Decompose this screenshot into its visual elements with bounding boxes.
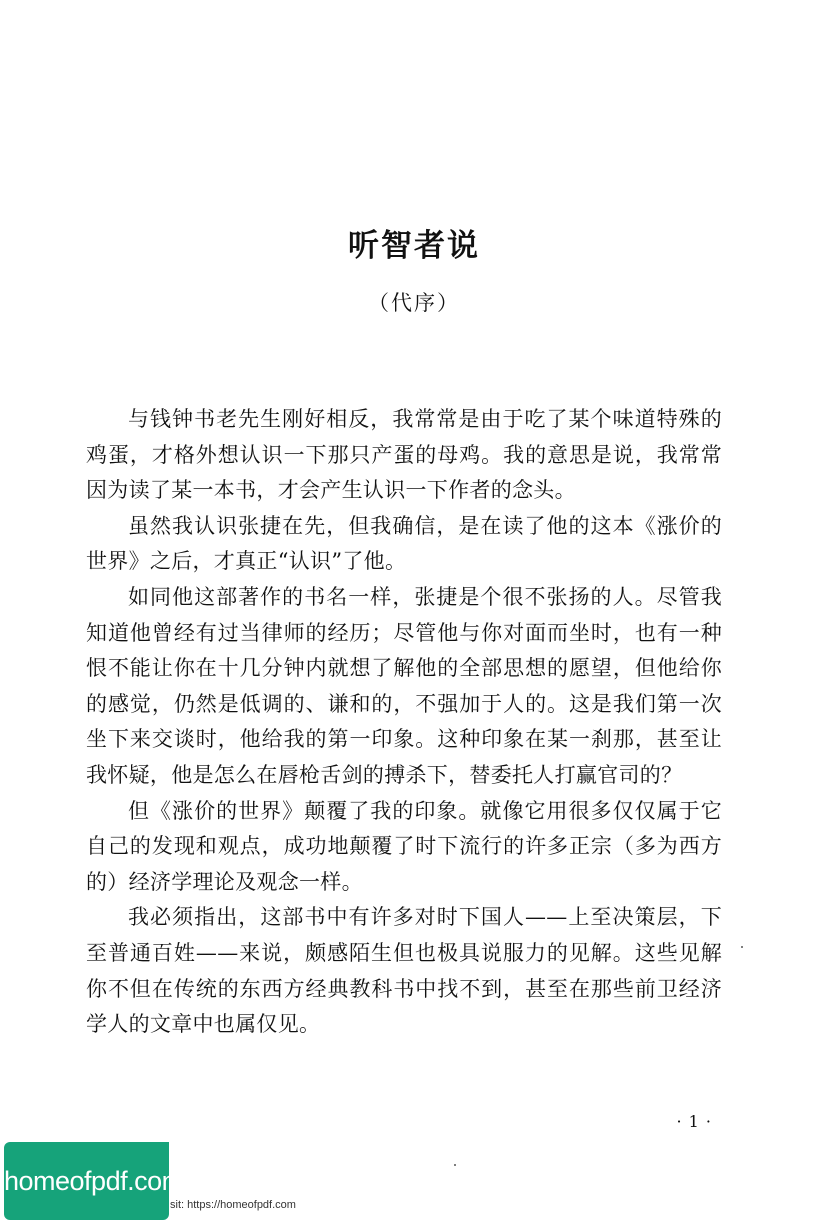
- page-title: 听智者说: [348, 228, 480, 264]
- scan-speck: [741, 946, 743, 948]
- paragraph-4: 但《涨价的世界》颠覆了我的印象。就像它用很多仅仅属于它自己的发现和观点，成功地颠覆了时下流行的许多正宗（多为西方的）经济学理论及观念一样。: [86, 798, 722, 894]
- watermark-logo[interactable]: homeofpdf.com: [4, 1142, 169, 1220]
- paragraph-1: 与钱钟书老先生刚好相反，我常常是由于吃了某个味道特殊的鸡蛋，才格外想认识一下那只产蛋的母鸡。我的意思是说，我常常因为读了某一本书，才会产生认识一下作者的念头。: [86, 407, 722, 503]
- watermark-visit-link[interactable]: sit: https://homeofpdf.com: [170, 1199, 296, 1211]
- paragraph-3: 如同他这部著作的书名一样，张捷是个很不张扬的人。尽管我知道他曾经有过当律师的经历；尽管他与你对面而坐时，也有一种恨不能让你在十几分钟内就想了解他的全部思想的愿望，但他给你的感觉，仍然是低调的、谦和的，不强加于人的。这是我们第一次坐下来交谈时，他给我的第一印象。这种印象在某一刹那，甚至让我怀疑，他是怎么在唇枪舌剑的搏杀下，替委托人打赢官司的？: [86, 584, 722, 787]
- page-number: · 1 ·: [676, 1112, 712, 1131]
- scan-speck: [454, 1164, 456, 1166]
- paragraph-2: 虽然我认识张捷在先，但我确信，是在读了他的这本《涨价的世界》之后，才真正“认识”了他。: [86, 513, 722, 574]
- paragraph-5: 我必须指出，这部书中有许多对时下国人——上至决策层，下至普通百姓——来说，颇感陌生但也极具说服力的见解。这些见解你不但在传统的东西方经典教科书中找不到，甚至在那些前卫经济学人的文章中也属仅见。: [86, 905, 722, 1037]
- body-text: [86, 402, 722, 1043]
- page-subtitle: （代序）: [368, 291, 460, 315]
